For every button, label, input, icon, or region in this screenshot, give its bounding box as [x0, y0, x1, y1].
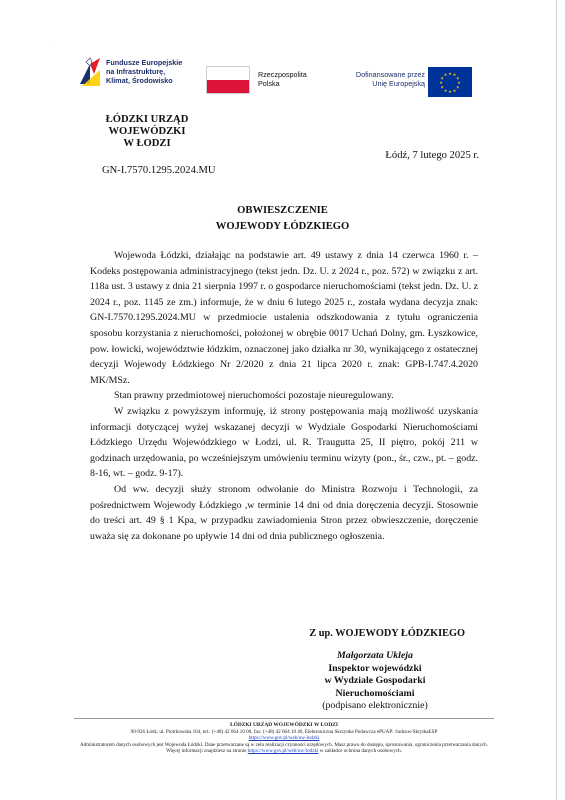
fe-logo-text: Fundusze Europejskie na Infrastrukturę, Klimat, Środowisko [106, 58, 183, 85]
header-logos [78, 56, 478, 100]
svg-text:★: ★ [443, 87, 448, 93]
office-line-1: ŁÓDZKI URZĄD WOJEWÓDZKI [105, 114, 189, 137]
scan-mark: · [52, 40, 54, 46]
document-subtitle: WOJEWODY ŁÓDZKIEGO [215, 221, 350, 232]
svg-text:★: ★ [452, 72, 457, 78]
signature-header: Z up. WOJEWODY ŁÓDZKIEGO [309, 628, 465, 639]
reference-number: GN-I.7570.1295.2024.MU [102, 165, 216, 176]
eu-flag-icon [428, 67, 472, 97]
svg-text:★: ★ [439, 80, 443, 85]
signatory-name: Małgorzata Ukleja [337, 650, 413, 661]
svg-text:★: ★ [456, 84, 460, 90]
page-edge [556, 0, 557, 800]
document-title: OBWIESZCZENIE [237, 205, 328, 216]
svg-text:★: ★ [452, 87, 457, 93]
footer-privacy [74, 742, 494, 755]
footer-privacy-text: Administratorem danych osobowych jest Wojewoda Łódzki. Dane przetwarzane są w celu realizacji czynności urzędowych. Masz prawo do dostępu, sprostowania, ograniczenia przetwarzania danych. Więcej informacji znajdziesz na stronie [80, 741, 488, 754]
issuing-office [72, 114, 222, 150]
svg-text:★: ★ [443, 72, 448, 78]
footer-office: ŁÓDZKI URZĄD WOJEWÓDZKI W ŁODZI [230, 722, 338, 728]
footer-address: 90-926 Łódź, ul. Piotrkowska 104, tel.: (+48) 42 664 10 00, fax: (+48) 42 664 10 40, Elektroniczna Skrzynka Podawcza ePUAP: /lodzuw/SkrytkaESP [130, 728, 438, 735]
notice-body [90, 248, 478, 544]
footer-divider [74, 718, 494, 719]
eu-logo-text: Dofinansowane przez Unię Europejską [355, 70, 425, 88]
paragraph-legal-status: Stan prawny przedmiotowej nieruchomości pozostaje nieuregulowany. [114, 390, 394, 402]
svg-text:★: ★ [448, 89, 452, 94]
paragraph-appeal: Od ww. decyzji służy stronom odwołanie do Ministra Rozwoju i Technologii, za pośrednictwem Wojewody Łódzkiego ,w terminie 14 dni od dnia doręczenia decyzji. Stosownie do treści art. 49 § 1 Kpa, w przypadku zawiadomienia Stron przez obwieszczenie, doręczenie uważa się za dokonane po upływie 14 dni od dnia publicznego ogłoszenia. [90, 483, 478, 542]
signatory-role-1: Inspektor wojewódzki [328, 662, 422, 674]
office-line-2: W ŁODZI [123, 138, 171, 149]
svg-text:★: ★ [440, 75, 444, 81]
signatory-role-2: w Wydziale Gospodarki [324, 675, 426, 686]
paragraph-decision: Wojewoda Łódzki, działając na podstawie art. 49 ustawy z dnia 14 czerwca 1960 r. – Kodeks postępowania administracyjnego (tekst jedn. Dz. U. z 2024 r., poz. 572) w związku z art. 118a ust. 3 ustawy z dnia 21 sierpnia 1997 r. o gospodarce nieruchomościami (tekst jedn. Dz. U. z 2024 r., poz. 1145 ze zm.) informuje, że w dniu 6 lutego 2025 r., została wydana decyzja znak: GN-I.7570.1295.2024.MU w przedmiocie ustalenia odszkodowania z tytułu ograniczenia sposobu korzystania z nieruchomości, położonej w obrębie 0017 Uchań Dolny, gm. Łyszkowice, pow. łowicki, województwie łódzkim, oznaczonej jako działka nr 30, wynikającego z ostatecznej decyzji Wojewody Łódzkiego Nr 2/2020 z dnia 21 lipca 2020 r. znak: GPB-I.747.4.2020 MK/MSz. [90, 250, 478, 386]
place-date: Łódź, 7 lutego 2025 r. [385, 150, 479, 161]
poland-flag-icon [206, 66, 250, 94]
pl-logo-text: Rzeczpospolita Polska [258, 70, 307, 88]
footer [74, 722, 494, 755]
svg-text:★: ★ [456, 75, 460, 81]
signature-block [300, 650, 450, 713]
svg-text:★: ★ [457, 80, 461, 85]
fe-logo-icon [78, 56, 102, 88]
svg-text:★: ★ [448, 71, 452, 76]
footer-website-link[interactable]: https://www.gov.pl/web/uw-lodzki [248, 735, 320, 741]
svg-text:★: ★ [440, 84, 444, 90]
paragraph-access-info: W związku z powyższym informuję, iż strony postępowania mają możliwość uzyskania informacji dotyczącej wyżej wskazanej decyzji w Wydziale Gospodarki Nieruchomościami Łódzkiego Urzędu Wojewódzkiego w Łodzi, ul. R. Traugutta 25, II piętro, pokój 211 w godzinach urzędowania, po wcześniejszym umówieniu terminu wizyty (pon., śr., czw., pt. – godz. 8-16, wt. – godz. 9-17). [90, 405, 478, 480]
footer-privacy-tail: w zakładce ochrona danych osobowych. [319, 748, 402, 754]
signatory-role-3: Nieruchomościami [335, 687, 415, 699]
footer-privacy-link[interactable]: https://www.gov.pl/web/uw-lodzki [247, 748, 319, 754]
signature-note: (podpisano elektronicznie) [322, 700, 428, 711]
